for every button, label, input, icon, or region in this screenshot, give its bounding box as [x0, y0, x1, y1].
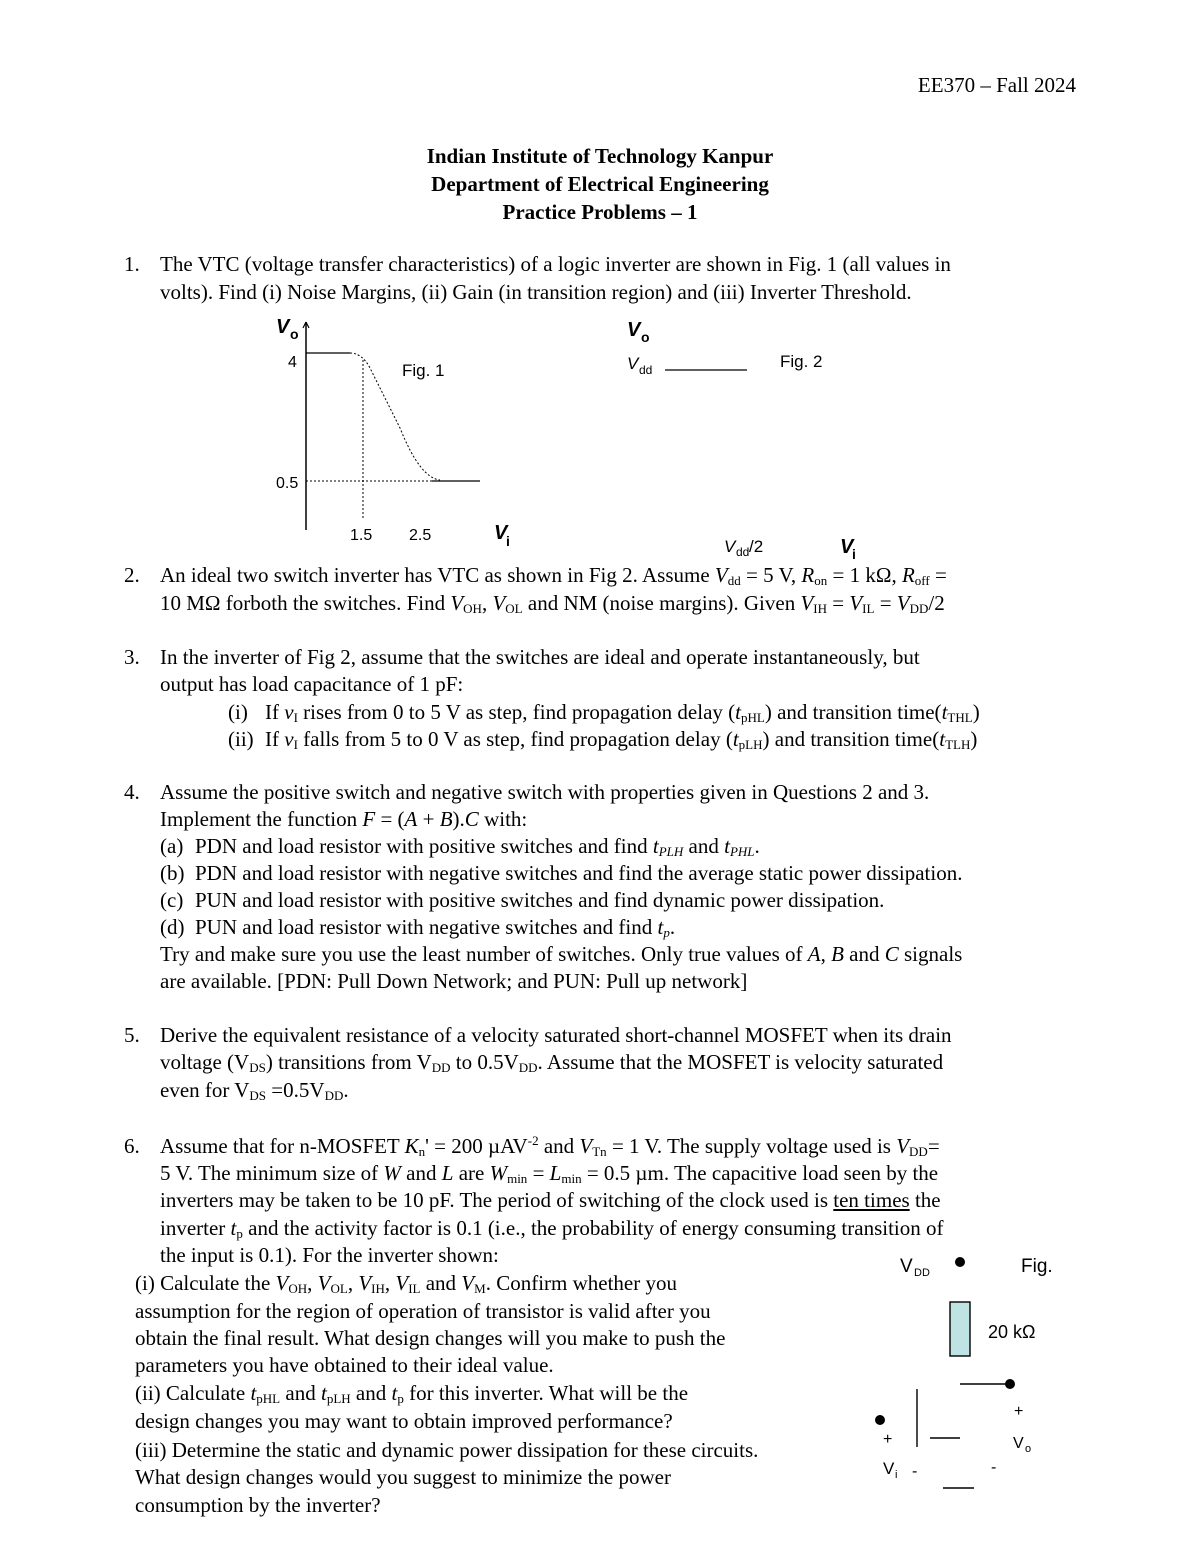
fig2-vdd-sub: dd [639, 363, 653, 377]
question-1-line-2: volts). Find (i) Noise Margins, (ii) Gain (in transition region) and (iii) Inverter Threshold. [160, 280, 912, 304]
fig3-vi-sub: i [895, 1469, 898, 1481]
fig3-vi-label: V [883, 1459, 895, 1478]
question-6-line-4: inverter $t_p$ and the activity factor is 0.1 (i.e., the probability of energy consuming transition of [160, 1216, 944, 1241]
question-3-line-2: output has load capacitance of 1 pF: [160, 672, 464, 696]
question-3-line-1: In the inverter of Fig 2, assume that the switches are ideal and operate instantaneously, but [160, 645, 920, 669]
question-6-part-i-line-4: parameters you have obtained to their ideal value. [135, 1353, 554, 1377]
question-5-number: 5. [124, 1023, 140, 1047]
question-6-part-i-line-3: obtain the final result. What design changes will you make to push the [135, 1326, 726, 1350]
fig3-vdd-node [955, 1257, 965, 1267]
question-4-number: 4. [124, 780, 140, 804]
question-3-sub-ii-number: (ii) [228, 727, 254, 751]
fig3-label: Fig. [1021, 1256, 1053, 1277]
question-6-part-ii-line-1: (ii) Calculate $t_{pHL}$ and $t_{pLH}$ and $t_p$ for this inverter. What will be the [135, 1381, 689, 1406]
fig3-vo-label: V [1013, 1435, 1024, 1452]
fig3-vo-sub: o [1025, 1443, 1032, 1455]
question-4-b: PDN and load resistor with negative switches and find the average static power dissipation. [195, 861, 963, 885]
question-3-sub-i: If $v_I$ rises from 0 to 5 V as step, find propagation delay $(t_{pHL})$ and transition $time(t_{THL})$ [265, 700, 980, 725]
question-6-line-3: inverters may be taken to be 10 pF. The period of switching of the clock used is ten times the [160, 1188, 941, 1212]
question-6-part-iii-line-2: What design changes would you suggest to minimize the power [135, 1465, 671, 1489]
question-6-line-5: the input is 0.1). For the inverter shown: [160, 1243, 499, 1267]
question-5-line-3: even for $V_{DS} =0.5V_{DD}$. [160, 1078, 349, 1103]
fig2-vdd-label: V [627, 354, 639, 373]
question-6-number: 6. [124, 1134, 140, 1158]
fig1-y-axis-label: V [276, 316, 290, 338]
question-1-line-1: The VTC (voltage transfer characteristics) of a logic inverter are shown in Fig. 1 (all values in [160, 252, 951, 276]
fig3-output-plus: + [1014, 1403, 1024, 1420]
question-5-line-1: Derive the equivalent resistance of a velocity saturated short-channel MOSFET when its drain [160, 1023, 952, 1047]
question-5-line-2: voltage $(V_{DS})$ transitions from $V_{DD}$ to $0.5V_{DD}$. Assume that the MOSFET is velocity saturated [160, 1050, 944, 1075]
fig1-y-tick-low: 0.5 [276, 475, 299, 492]
fig3-vdd-label: V [900, 1256, 913, 1277]
question-6-line-2: 5 V. The minimum size of W and L are $W_{min} = L_{min} = 0.5$ µm. The capacitive load seen by the [160, 1161, 939, 1186]
question-6-part-i-line-1: (i) Calculate the $V_{OH}$, $V_{OL}$, $V_{IH}$, $V_{IL}$ and $V_M$. Confirm whether you [135, 1271, 677, 1296]
question-3-number: 3. [124, 645, 140, 669]
question-6-line-1: Assume that for n-MOSFET $K_n' = 200$ µAV$^{-2}$ and $V_{Tn} = 1$ V. The supply voltage used is $V_{DD}=$ [160, 1133, 940, 1159]
fig3-resistor-label: 20 kΩ [988, 1322, 1036, 1342]
question-4-c-number: (c) [160, 888, 184, 912]
fig2-x-axis-label: V [840, 536, 854, 558]
department-name: Department of Electrical Engineering [431, 172, 769, 196]
question-4-b-number: (b) [160, 861, 185, 885]
question-2-number: 2. [124, 563, 140, 587]
question-1-number: 1. [124, 252, 140, 276]
question-6-part-iii-line-1: (iii) Determine the static and dynamic power dissipation for these circuits. [135, 1438, 759, 1462]
fig1-x-axis-sub: i [506, 533, 510, 549]
fig1-x-tick-1: 1.5 [350, 527, 373, 544]
fig3-input-minus: - [912, 1463, 918, 1480]
course-header: EE370 – Fall 2024 [917, 73, 1076, 97]
fig1-label: Fig. 1 [402, 361, 445, 380]
fig2-y-axis-label: V [627, 319, 641, 341]
question-6-part-i-line-2: assumption for the region of operation of transistor is valid after you [135, 1299, 711, 1323]
fig2-x-mid-suffix: /2 [749, 537, 764, 556]
fig1-y-axis-sub: o [290, 326, 299, 342]
fig3-input-plus: + [883, 1431, 893, 1448]
fig1-x-axis-label: V [494, 522, 508, 544]
question-4-line-2: Implement the function F = (A + B).C with: [160, 807, 528, 831]
fig2-label: Fig. 2 [780, 352, 823, 371]
problem-set-title: Practice Problems – 1 [502, 200, 698, 224]
fig2-y-axis-sub: o [641, 329, 650, 345]
fig3-output-node [1005, 1379, 1015, 1389]
fig3-output-minus: - [991, 1459, 997, 1476]
question-6-part-ii-line-2: design changes you may want to obtain improved performance? [135, 1409, 673, 1433]
question-4-note-line-2: are available. [PDN: Pull Down Network; and PUN: Pull up network] [160, 969, 748, 993]
question-4-c: PUN and load resistor with positive switches and find dynamic power dissipation. [195, 888, 885, 912]
question-4-d: PUN and load resistor with negative switches and find $t_p$. [195, 915, 676, 940]
fig3-resistor [950, 1302, 970, 1356]
institute-name: Indian Institute of Technology Kanpur [426, 144, 774, 168]
fig1-y-tick-high: 4 [288, 354, 297, 371]
question-4-line-1: Assume the positive switch and negative switch with properties given in Questions 2 and 3. [160, 780, 930, 804]
fig2-x-mid-sub: dd [736, 545, 750, 559]
fig1-x-tick-2: 2.5 [409, 527, 432, 544]
fig3-vdd-sub: DD [914, 1267, 930, 1279]
question-3-sub-ii: If $v_I$ falls from 5 to 0 V as step, find propagation delay $(t_{pLH})$ and transition $time(t_{TLH})$ [265, 727, 978, 752]
question-6-part-iii-line-3: consumption by the inverter? [135, 1493, 381, 1517]
question-4-a-number: (a) [160, 834, 184, 858]
fig3-input-node [875, 1415, 885, 1425]
fig2-x-axis-sub: i [852, 546, 856, 562]
fig2-x-mid-label: V [724, 537, 736, 556]
question-3-sub-i-number: (i) [228, 700, 248, 724]
question-2-line-2: 10 MΩ forboth the switches. Find $V_{OH}$, $V_{OL}$ and NM (noise margins). Given $V_{IH} = V_{IL} = V_{DD}/2$ [160, 591, 945, 616]
question-4-d-number: (d) [160, 915, 185, 939]
question-2-line-1: An ideal two switch inverter has VTC as shown in Fig 2. Assume $V_{dd} = 5$ V, $R_{on} = 1$ kΩ, $R_{off}$ = [160, 563, 947, 588]
question-4-note-line-1: Try and make sure you use the least number of switches. Only true values of A, B and C signals [160, 942, 963, 966]
question-4-a: PDN and load resistor with positive switches and find $t_{PLH}$ and $t_{PHL}$. [195, 834, 760, 859]
